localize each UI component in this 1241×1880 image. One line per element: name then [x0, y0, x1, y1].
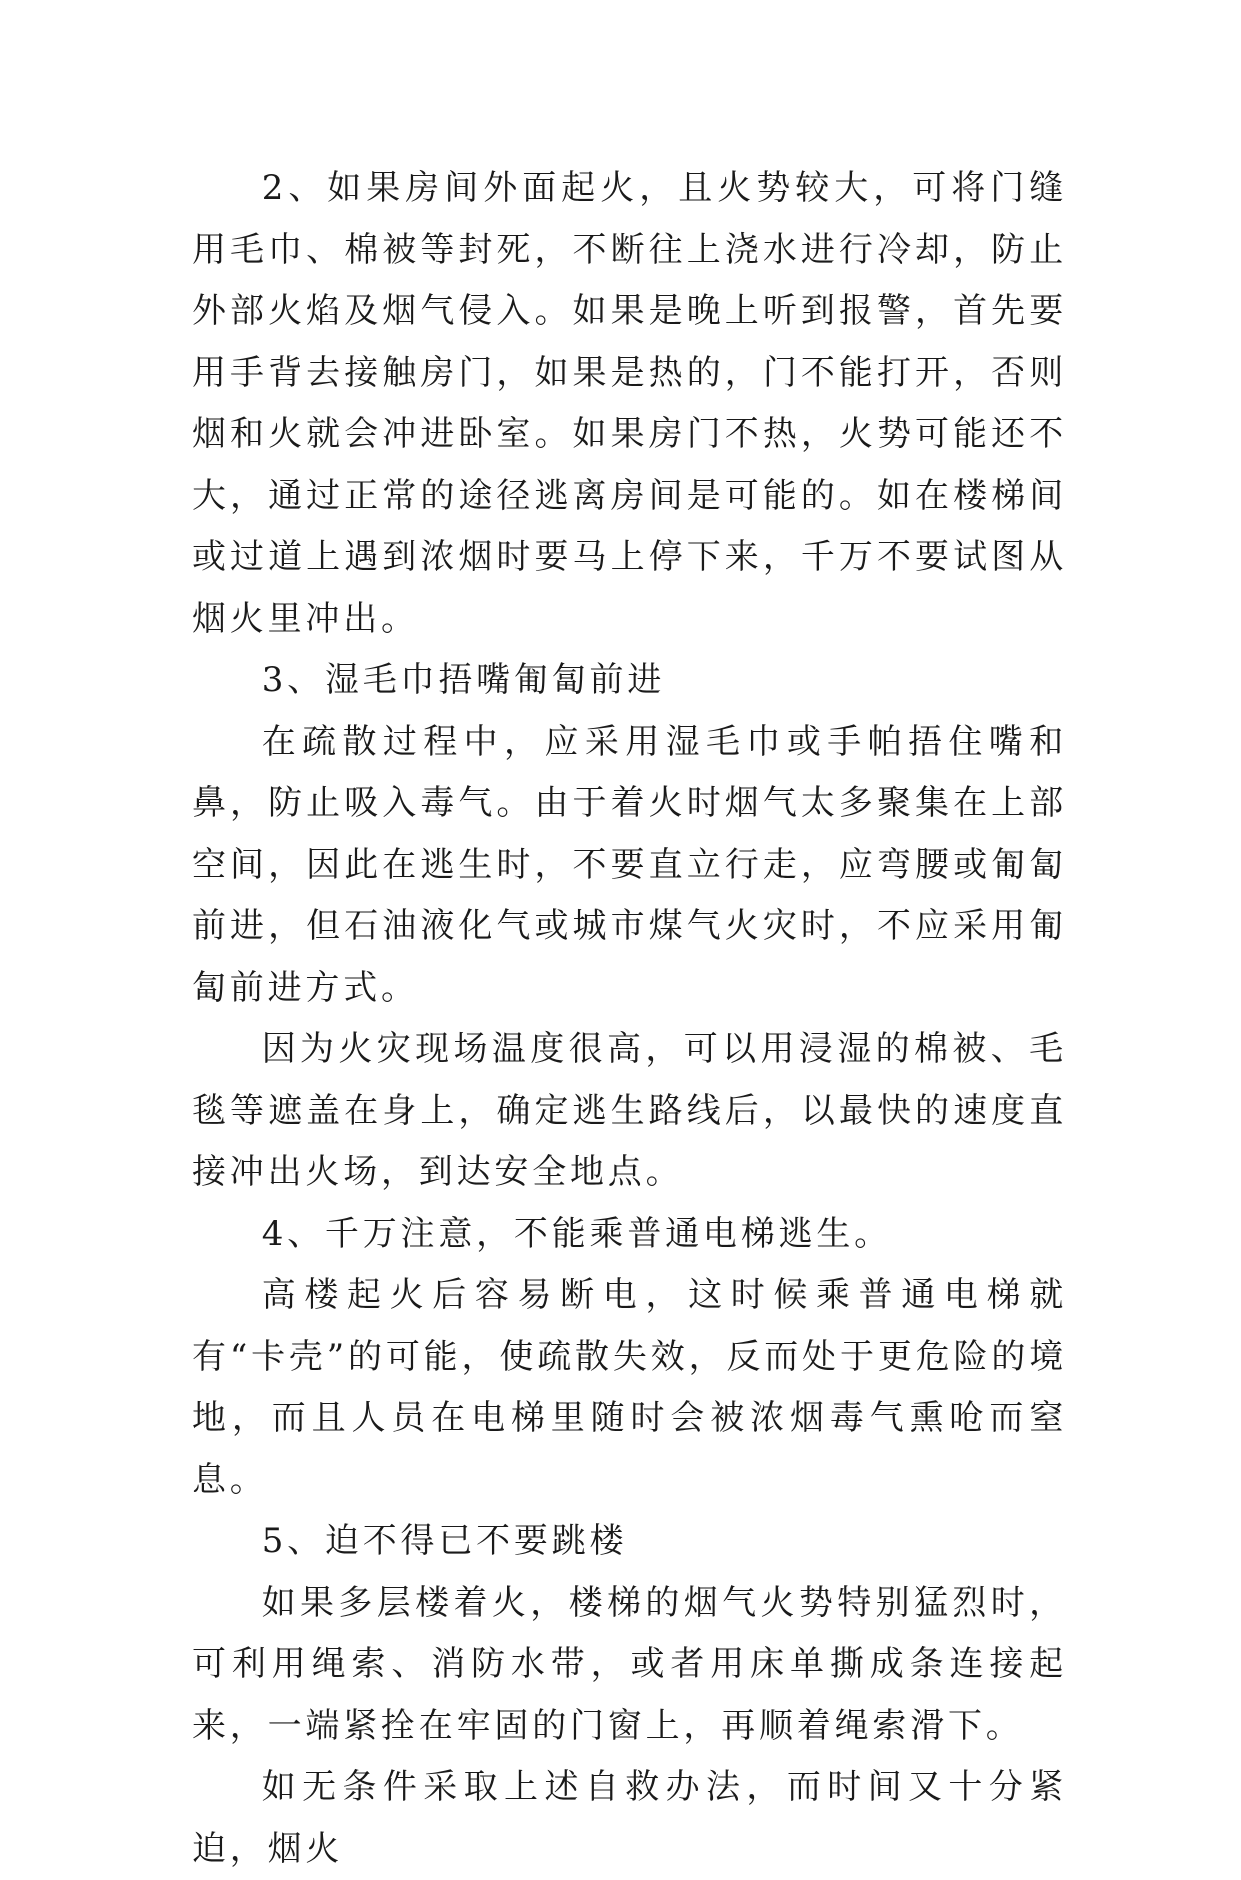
heading-no-jumping: 5、迫不得已不要跳楼 [261, 1521, 628, 1561]
heading-wet-towel: 3、湿毛巾捂嘴匍匐前进 [261, 660, 666, 700]
document-body [192, 158, 1067, 1880]
paragraph-elevator-danger: 高楼起火后容易断电，这时候乘普通电梯就有“卡壳”的可能，使疏散失效，反而处于更危险的境地，而且人员在电梯里随时会被浓烟毒气熏呛而窒息。 [192, 1275, 1067, 1500]
paragraph-evacuation-crawl: 在疏散过程中，应采用湿毛巾或手帕捂住嘴和鼻，防止吸入毒气。由于着火时烟气太多聚集在上部空间，因此在逃生时，不要直立行走，应弯腰或匍匐前进，但石油液化气或城市煤气火灾时，不应采用匍匐前进方式。 [192, 721, 1067, 1008]
paragraph-no-conditions: 如无条件采取上述自救办法，而时间又十分紧迫，烟火 [192, 1767, 1067, 1869]
paragraph-wet-blanket: 因为火灾现场温度很高，可以用浸湿的棉被、毛毯等遮盖在身上，确定逃生路线后，以最快的速度直接冲出火场，到达安全地点。 [192, 1029, 1067, 1192]
paragraph-closed-room-fire: 2、如果房间外面起火，且火势较大，可将门缝用毛巾、棉被等封死，不断往上浇水进行冷却，防止外部火焰及烟气侵入。如果是晚上听到报警，首先要用手背去接触房门，如果是热的，门不能打开，否则烟和火就会冲进卧室。如果房门不热，火势可能还不大，通过正常的途径逃离房间是可能的。如在楼梯间或过道上遇到浓烟时要马上停下来，千万不要试图从烟火里冲出。 [192, 168, 1067, 639]
paragraph-rope-escape: 如果多层楼着火，楼梯的烟气火势特别猛烈时，可利用绳索、消防水带，或者用床单撕成条连接起来，一端紧拴在牢固的门窗上，再顺着绳索滑下。 [192, 1582, 1067, 1746]
heading-no-elevator: 4、千万注意，不能乘普通电梯逃生。 [261, 1213, 892, 1254]
